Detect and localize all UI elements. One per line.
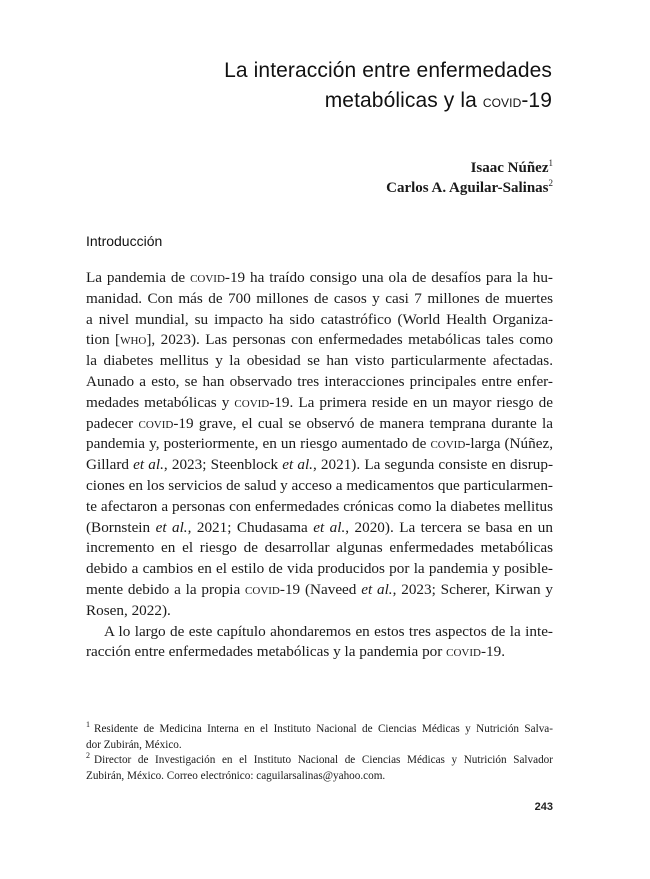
footnote-1-line: dor Zubirán, México. [86,738,182,751]
body-line: tion [who], 2023). Las personas con enfermedades metabólicas tales como [86,331,553,349]
footnote-1-line: $^1$ Residente de Medicina Interna en el Instituto Nacional de Ciencias Médicas y Nutrición Salva- [86,720,553,735]
body-line: incremento en el riesgo de desarrollar algunas enfermedades metabólicas [86,539,553,557]
body-line: (Bornstein et al., 2021; Chudasama et al., 2020). La tercera se basa en un [86,518,553,536]
body-line: Gillard et al., 2023; Steenblock et al., 2021). La segunda consiste en disrup- [86,456,554,474]
author-1-footnote-mark: 1 [548,158,553,168]
chapter-title-line-2: metabólicas y la covid-19 [324,89,552,112]
footnote-2-mark: 2 [86,751,90,760]
author-list [153,158,553,198]
body-text [86,268,553,663]
section-heading: Introducción [86,233,163,249]
body-line: medades metabólicas y covid-19. La primera reside en un mayor riesgo de [86,393,553,411]
body-line: padecer covid-19 grave, el cual se observó de manera temprana durante la [86,414,553,432]
footnote-1-mark: 1 [86,720,90,729]
body-line: Aunado a esto, se han observado tres interacciones principales entre enfer- [86,372,553,390]
body-line: debido a cambios en el estilo de vida producidos por la pandemia y posible- [86,560,553,578]
author-2-footnote-mark: 2 [548,178,553,188]
footnotes [86,722,553,784]
body-line: A lo largo de este capítulo ahondaremos en estos tres aspectos de la inte- [104,622,553,640]
body-line: pandemia y, posteriormente, en un riesgo aumentado de covid-larga (Núñez, [86,435,553,453]
body-line: mente debido a la propia covid-19 (Naveed et al., 2023; Scherer, Kirwan y [86,580,553,598]
footnote-2-line: Zubirán, México. Correo electrónico: caguilarsalinas@yahoo.com. [86,769,386,782]
body-line: manidad. Con más de 700 millones de casos y casi 7 millones de muertes [86,289,553,307]
body-line: La pandemia de covid-19 ha traído consigo una ola de desafíos para la hu- [86,269,553,286]
page-number: 243 [534,801,553,813]
body-line: te afectaron a personas con enfermedades crónicas como la diabetes mellitus [86,497,553,515]
body-line: a nivel mundial, su impacto ha sido catastrófico (World Health Organiza- [86,310,553,328]
body-line: ciones en los servicios de salud y acceso a medicamentos que particularmen- [86,476,553,494]
footnote-2-line: $^2$ Director de Investigación en el Instituto Nacional de Ciencias Médicas y Nutrición Salvador [86,751,553,766]
body-line: la diabetes mellitus y la obesidad se han visto particularmente afectadas. [86,352,553,370]
body-line: Rosen, 2022). [86,601,171,619]
author-1: Isaac Núñez$^1$ [470,158,553,176]
chapter-title [132,56,552,117]
author-2: Carlos A. Aguilar-Salinas$^2$ [386,178,553,196]
chapter-title-line-1: La interacción entre enfermedades [224,59,552,82]
body-line: racción entre enfermedades metabólicas y la pandemia por covid-19. [86,643,506,661]
